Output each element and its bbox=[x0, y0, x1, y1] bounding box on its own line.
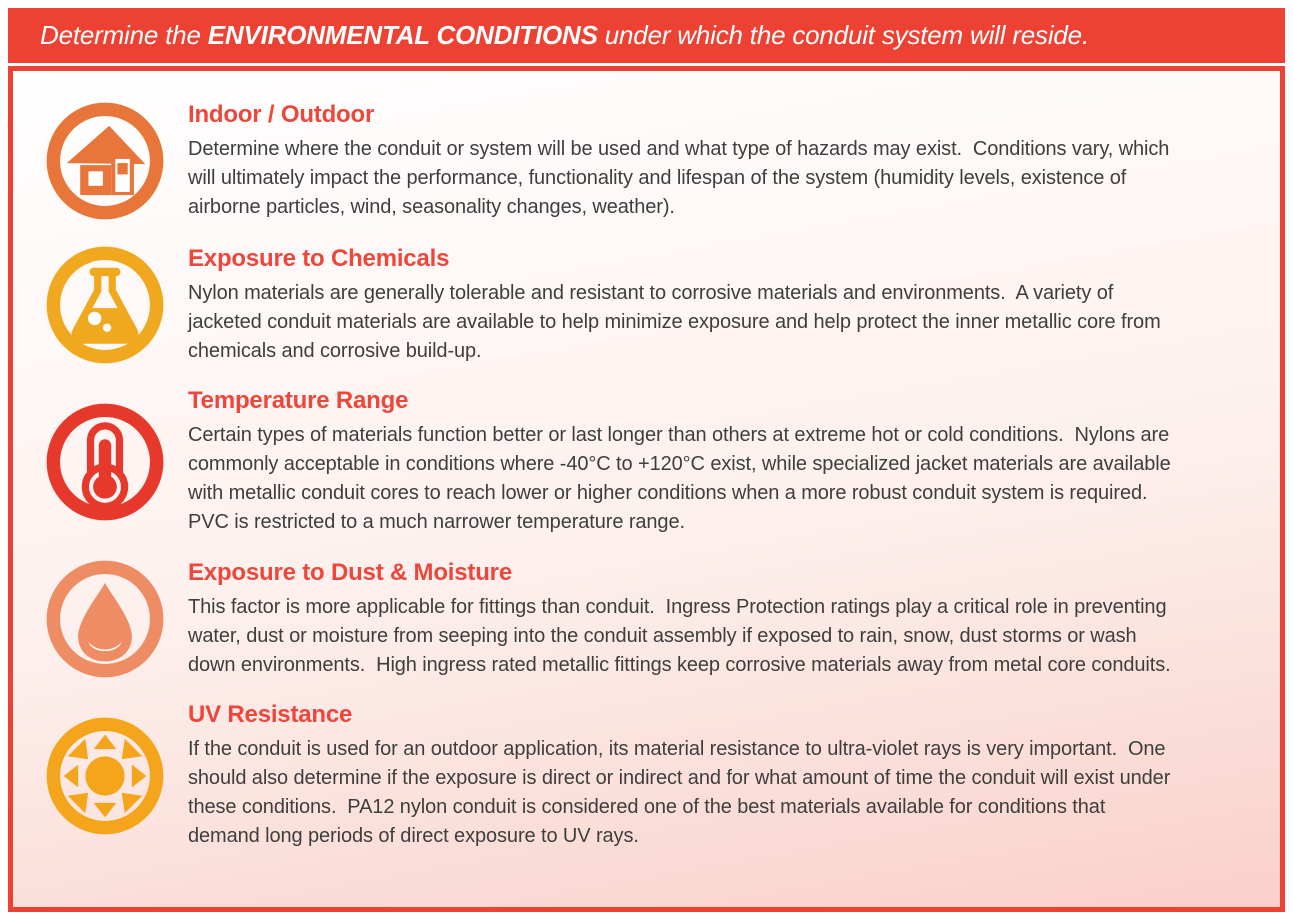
section-uv-resistance bbox=[13, 701, 1280, 851]
thermometer-icon bbox=[13, 400, 188, 524]
section-title: Indoor / Outdoor bbox=[188, 100, 375, 128]
section-body: Certain types of materials function better or last longer than others at extreme hot or cold conditions. Nylons are commonly acceptable in conditions where -40°C to +120°C exist, while specialized jacket materials are available with metallic conduit cores to reach lower or higher conditions when a more robust conduit system is required. PVC is restricted to a much narrower temperature range. bbox=[188, 424, 1177, 533]
sun-icon bbox=[13, 714, 188, 838]
flask-icon bbox=[13, 243, 188, 367]
section-dust-moisture bbox=[13, 557, 1280, 681]
house-icon bbox=[13, 99, 188, 223]
section-title: Temperature Range bbox=[188, 387, 409, 414]
section-temperature-range bbox=[13, 387, 1280, 537]
section-body: This factor is more applicable for fittings than conduit. Ingress Protection ratings play a critical role in preventing water, dust or moisture from seeping into the conduit assembly if exposed to rain, snow, dust storms or wash down environments. High ingress rated metallic fittings keep corrosive materials away from metal core conduits. bbox=[188, 595, 1172, 676]
banner-text-emphasis: ENVIRONMENTAL CONDITIONS bbox=[207, 20, 598, 50]
section-indoor-outdoor bbox=[13, 99, 1280, 223]
section-exposure-chemicals bbox=[13, 243, 1280, 367]
section-title: UV Resistance bbox=[188, 701, 353, 728]
header-banner bbox=[8, 8, 1285, 63]
section-body: Determine where the conduit or system will be used and what type of hazards may exist. Conditions vary, which will ultimately impact the performance, functionality and lifespan of the system (humidity levels, existence of airborne particles, wind, seasonality changes, weather). bbox=[188, 137, 1175, 218]
droplet-icon bbox=[13, 557, 188, 681]
content-panel bbox=[8, 66, 1285, 912]
banner-text-prefix: Determine the bbox=[40, 20, 208, 50]
section-body: If the conduit is used for an outdoor application, its material resistance to ultra-violet rays is very important. One should also determine if the exposure is direct or indirect and for what amount of time the conduit will exist under these conditions. PA12 nylon conduit is considered one of the best materials available for conditions that demand long periods of direct exposure to UV rays. bbox=[188, 738, 1176, 847]
section-body: Nylon materials are generally tolerable and resistant to corrosive materials and environments. A variety of jacketed conduit materials are available to help minimize exposure and help protect the inner metallic core from chemicals and corrosive build-up. bbox=[188, 281, 1167, 362]
banner-text-suffix: under which the conduit system will reside. bbox=[597, 20, 1089, 50]
section-title: Exposure to Dust & Moisture bbox=[188, 558, 512, 586]
section-title: Exposure to Chemicals bbox=[188, 244, 450, 272]
